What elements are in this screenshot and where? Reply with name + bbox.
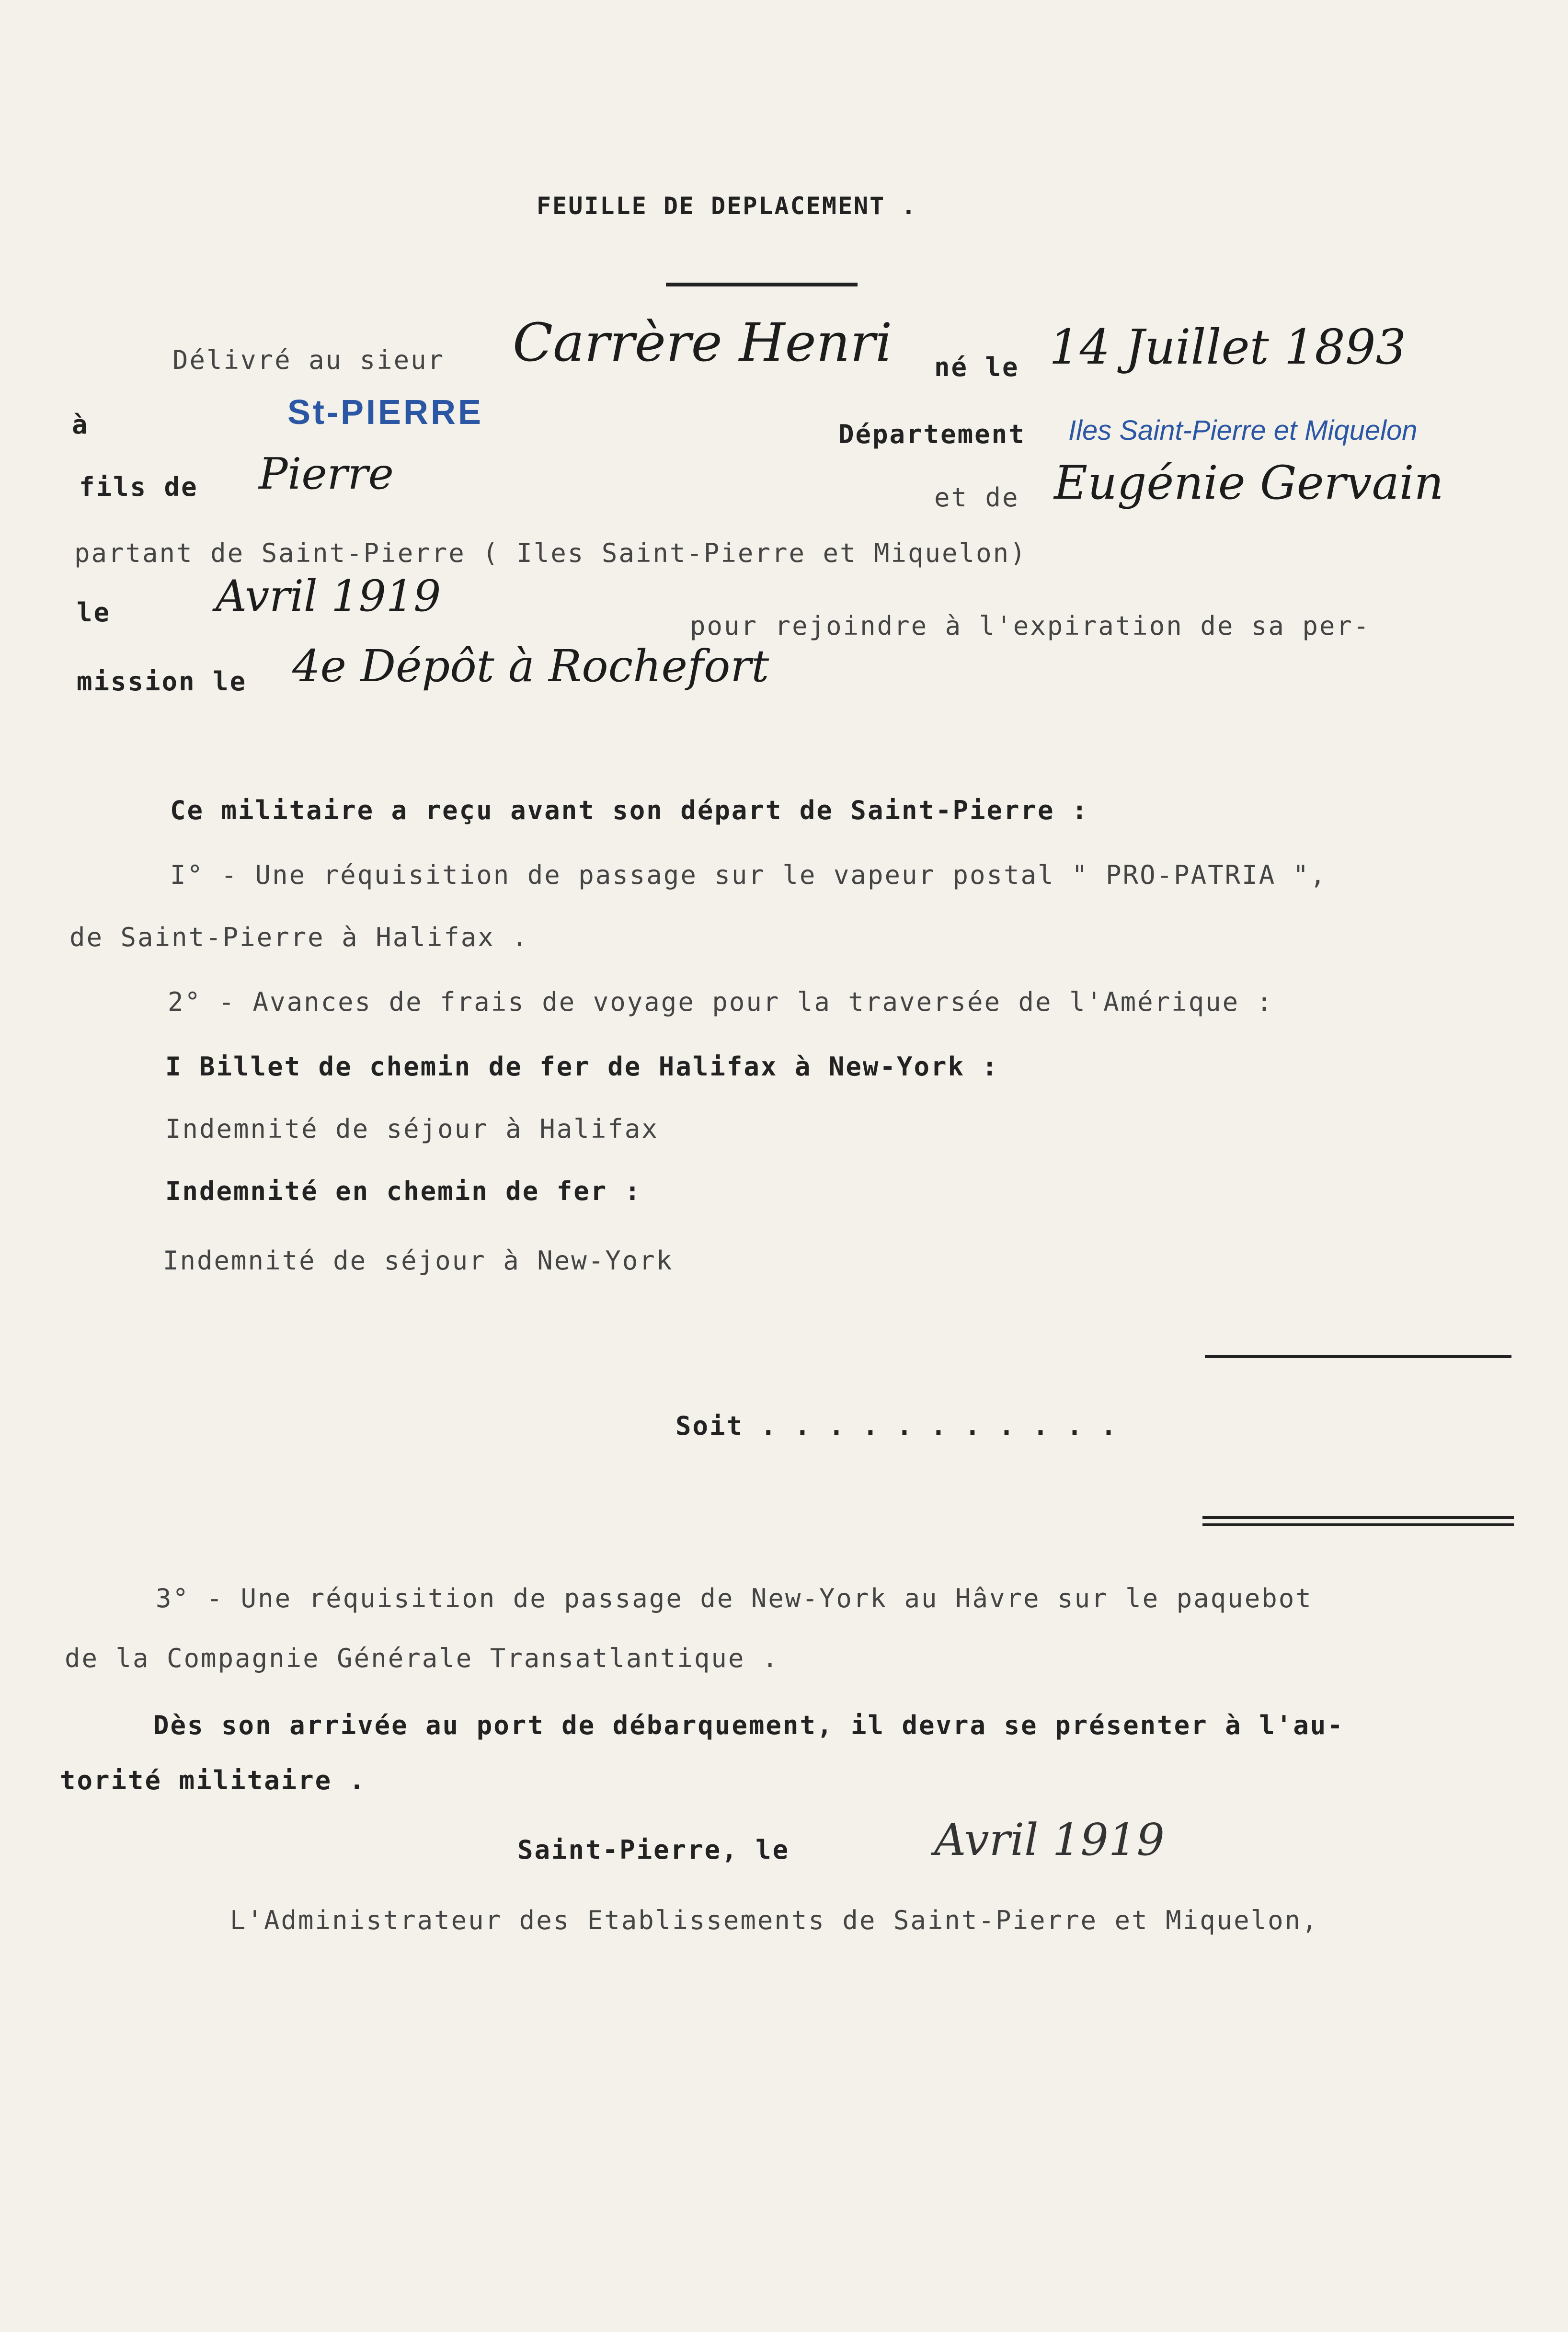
departement-label: Département [838, 419, 1026, 449]
item3-line2: de la Compagnie Générale Transatlantique . [65, 1643, 779, 1673]
mission-label: mission le [77, 666, 247, 697]
item2-line1: 2° - Avances de frais de voyage pour la traversée de l'Amérique : [168, 987, 1274, 1017]
rejoindre-text: pour rejoindre à l'expiration de sa per- [690, 611, 1371, 641]
body-intro: Ce militaire a reçu avant son départ de Saint-Pierre : [170, 795, 1089, 825]
soit-total: Soit . . . . . . . . . . . [675, 1411, 1118, 1441]
destination-handwritten: 4e Dépôt à Rochefort [292, 640, 769, 692]
ne-label: né le [934, 352, 1019, 382]
delivre-label: Délivré au sieur [172, 345, 445, 375]
name-handwritten: Carrère Henri [513, 312, 893, 373]
footer-date-handwritten: Avril 1919 [934, 1814, 1165, 1865]
departement-stamp: Iles Saint-Pierre et Miquelon [1068, 415, 1418, 446]
subtotal-rule [1205, 1355, 1511, 1358]
partant-line: partant de Saint-Pierre ( Iles Saint-Pierre et Miquelon) [74, 538, 1027, 568]
fils-label: fils de [79, 472, 198, 502]
signatory-line: L'Administrateur des Etablissements de Saint-Pierre et Miquelon, [230, 1905, 1319, 1935]
mother-handwritten: Eugénie Gervain [1054, 456, 1444, 510]
item1-line1: I° - Une réquisition de passage sur le vapeur postal " PRO-PATRIA ", [170, 860, 1327, 890]
total-rule-top [1202, 1516, 1514, 1519]
a-label: à [72, 410, 89, 440]
document-title: FEUILLE DE DEPLACEMENT . [537, 192, 917, 220]
title-underline [666, 283, 858, 286]
item2-newyork: Indemnité de séjour à New-York [163, 1246, 674, 1276]
birthdate-handwritten: 14 Juillet 1893 [1049, 319, 1407, 375]
et-de-label: et de [934, 482, 1019, 513]
arrival-line1: Dès son arrivée au port de débarquement, il devra se présenter à l'au- [153, 1710, 1344, 1740]
item1-line2: de Saint-Pierre à Halifax . [69, 922, 529, 952]
father-handwritten: Pierre [259, 449, 394, 499]
place-stamp: St-PIERRE [287, 393, 484, 432]
arrival-line2: torité militaire . [60, 1765, 366, 1795]
item2-billet: I Billet de chemin de fer de Halifax à New-York : [165, 1052, 999, 1082]
item3-line1: 3° - Une réquisition de passage de New-York au Hâvre sur le paquebot [156, 1583, 1313, 1613]
item2-chemin: Indemnité en chemin de fer : [165, 1176, 642, 1206]
place-date-label: Saint-Pierre, le [517, 1835, 790, 1865]
total-rule-bottom [1202, 1523, 1514, 1526]
departure-date-handwritten: Avril 1919 [216, 571, 441, 621]
item2-halifax: Indemnité de séjour à Halifax [165, 1114, 659, 1144]
le-label: le [77, 597, 111, 628]
